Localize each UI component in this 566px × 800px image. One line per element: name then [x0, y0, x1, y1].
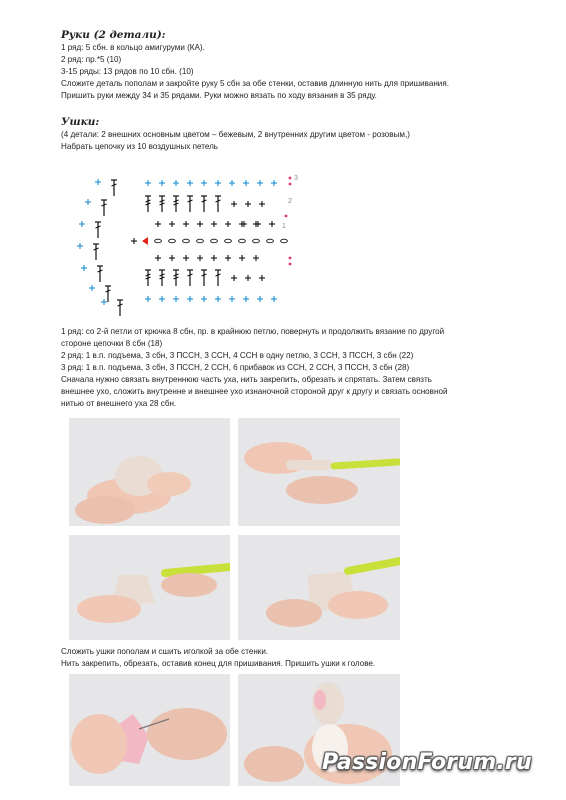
arms-line: 3-15 ряды: 13 рядов по 10 сбн. (10)	[61, 67, 194, 76]
ears-row-line: 2 ряд: 1 в.п. подъема, 3 сбн, 3 ПССН, 3 ССН, 4 ССН в одну петлю, 3 ССН, 3 ПССН, 3 сбн (22)	[61, 351, 414, 360]
arms-line: 2 ряд: пр.*5 (10)	[61, 55, 122, 64]
chain-stitch	[197, 239, 204, 243]
photo-ear-joined	[238, 535, 400, 640]
row-label-3: 3	[294, 175, 298, 182]
ears-row-line: нитью от внешнего уха 28 сбн.	[61, 399, 177, 408]
row-marker	[289, 263, 292, 266]
crochet-diagram	[68, 158, 308, 318]
row-marker	[289, 257, 292, 260]
arms-heading: Руки (2 детали):	[61, 29, 166, 41]
chain-stitch	[239, 239, 246, 243]
chain-stitch	[281, 239, 288, 243]
arms-line: Пришить руки между 34 и 35 рядами. Руки можно вязать по ходу вязания в 35 ряду.	[61, 91, 377, 100]
assembly-line: Нить закрепить, обрезать, оставив конец для пришивания. Пришить ушки к голове.	[61, 659, 376, 668]
photo-ear-hook	[238, 418, 400, 526]
ears-row-line: 3 ряд: 1 в.п. подъема, 3 сбн, 3 ПССН, 2 ССН, 6 прибавок из ССН, 2 ССН, 3 ПССН, 3 сбн (28)	[61, 363, 410, 372]
ears-row-line: Сначала нужно связать внутреннюю часть уха, нить закрепить, обрезать и спрятать. Затем связть	[61, 375, 432, 384]
diagram-marks	[77, 177, 291, 316]
chain-stitch	[225, 239, 232, 243]
ears-row-line: внешнее ухо, сложить внутренне и внешнее ухо изнаночной стороной друг к другу и связать основной	[61, 387, 448, 396]
chain-stitch	[169, 239, 176, 243]
start-marker	[142, 237, 148, 245]
row-label-2: 2	[288, 198, 292, 205]
ears-intro-line: Набрать цепочку из 10 воздушных петель	[61, 142, 219, 151]
row-marker	[285, 215, 288, 218]
ears-heading: Ушки:	[61, 116, 100, 128]
photo-ear-stitch	[69, 535, 230, 640]
arms-line: 1 ряд: 5 сбн. в кольцо амигуруми (КА).	[61, 43, 205, 52]
chain-stitch	[211, 239, 218, 243]
ears-intro-line: (4 детали: 2 внешних основным цветом – бежевым, 2 внутренних другим цветом - розовым,)	[61, 130, 410, 139]
row-marker	[289, 183, 292, 186]
watermark: PassionForum.ru	[322, 750, 532, 775]
row-marker	[289, 177, 292, 180]
ears-row-line: 1 ряд: со 2-й петли от крючка 8 сбн, пр. в крайнюю петлю, повернуть и продолжить вязание по другой	[61, 327, 445, 336]
chain-stitch	[267, 239, 274, 243]
row-label-1: 1	[282, 223, 286, 230]
chain-stitch	[253, 239, 260, 243]
arms-line: Сложите деталь пополам и закройте руку 5 сбн за обе стенки, оставив длинную нить для пришивания.	[61, 79, 449, 88]
ears-row-line: стороне цепочки 8 сбн (18)	[61, 339, 163, 348]
photo-ear-fold	[69, 418, 230, 526]
photo-ear-sewing	[69, 674, 230, 786]
chain-stitch	[183, 239, 190, 243]
chain-stitch	[155, 239, 162, 243]
assembly-line: Сложить ушки пополам и сшить иголкой за обе стенки.	[61, 647, 269, 656]
